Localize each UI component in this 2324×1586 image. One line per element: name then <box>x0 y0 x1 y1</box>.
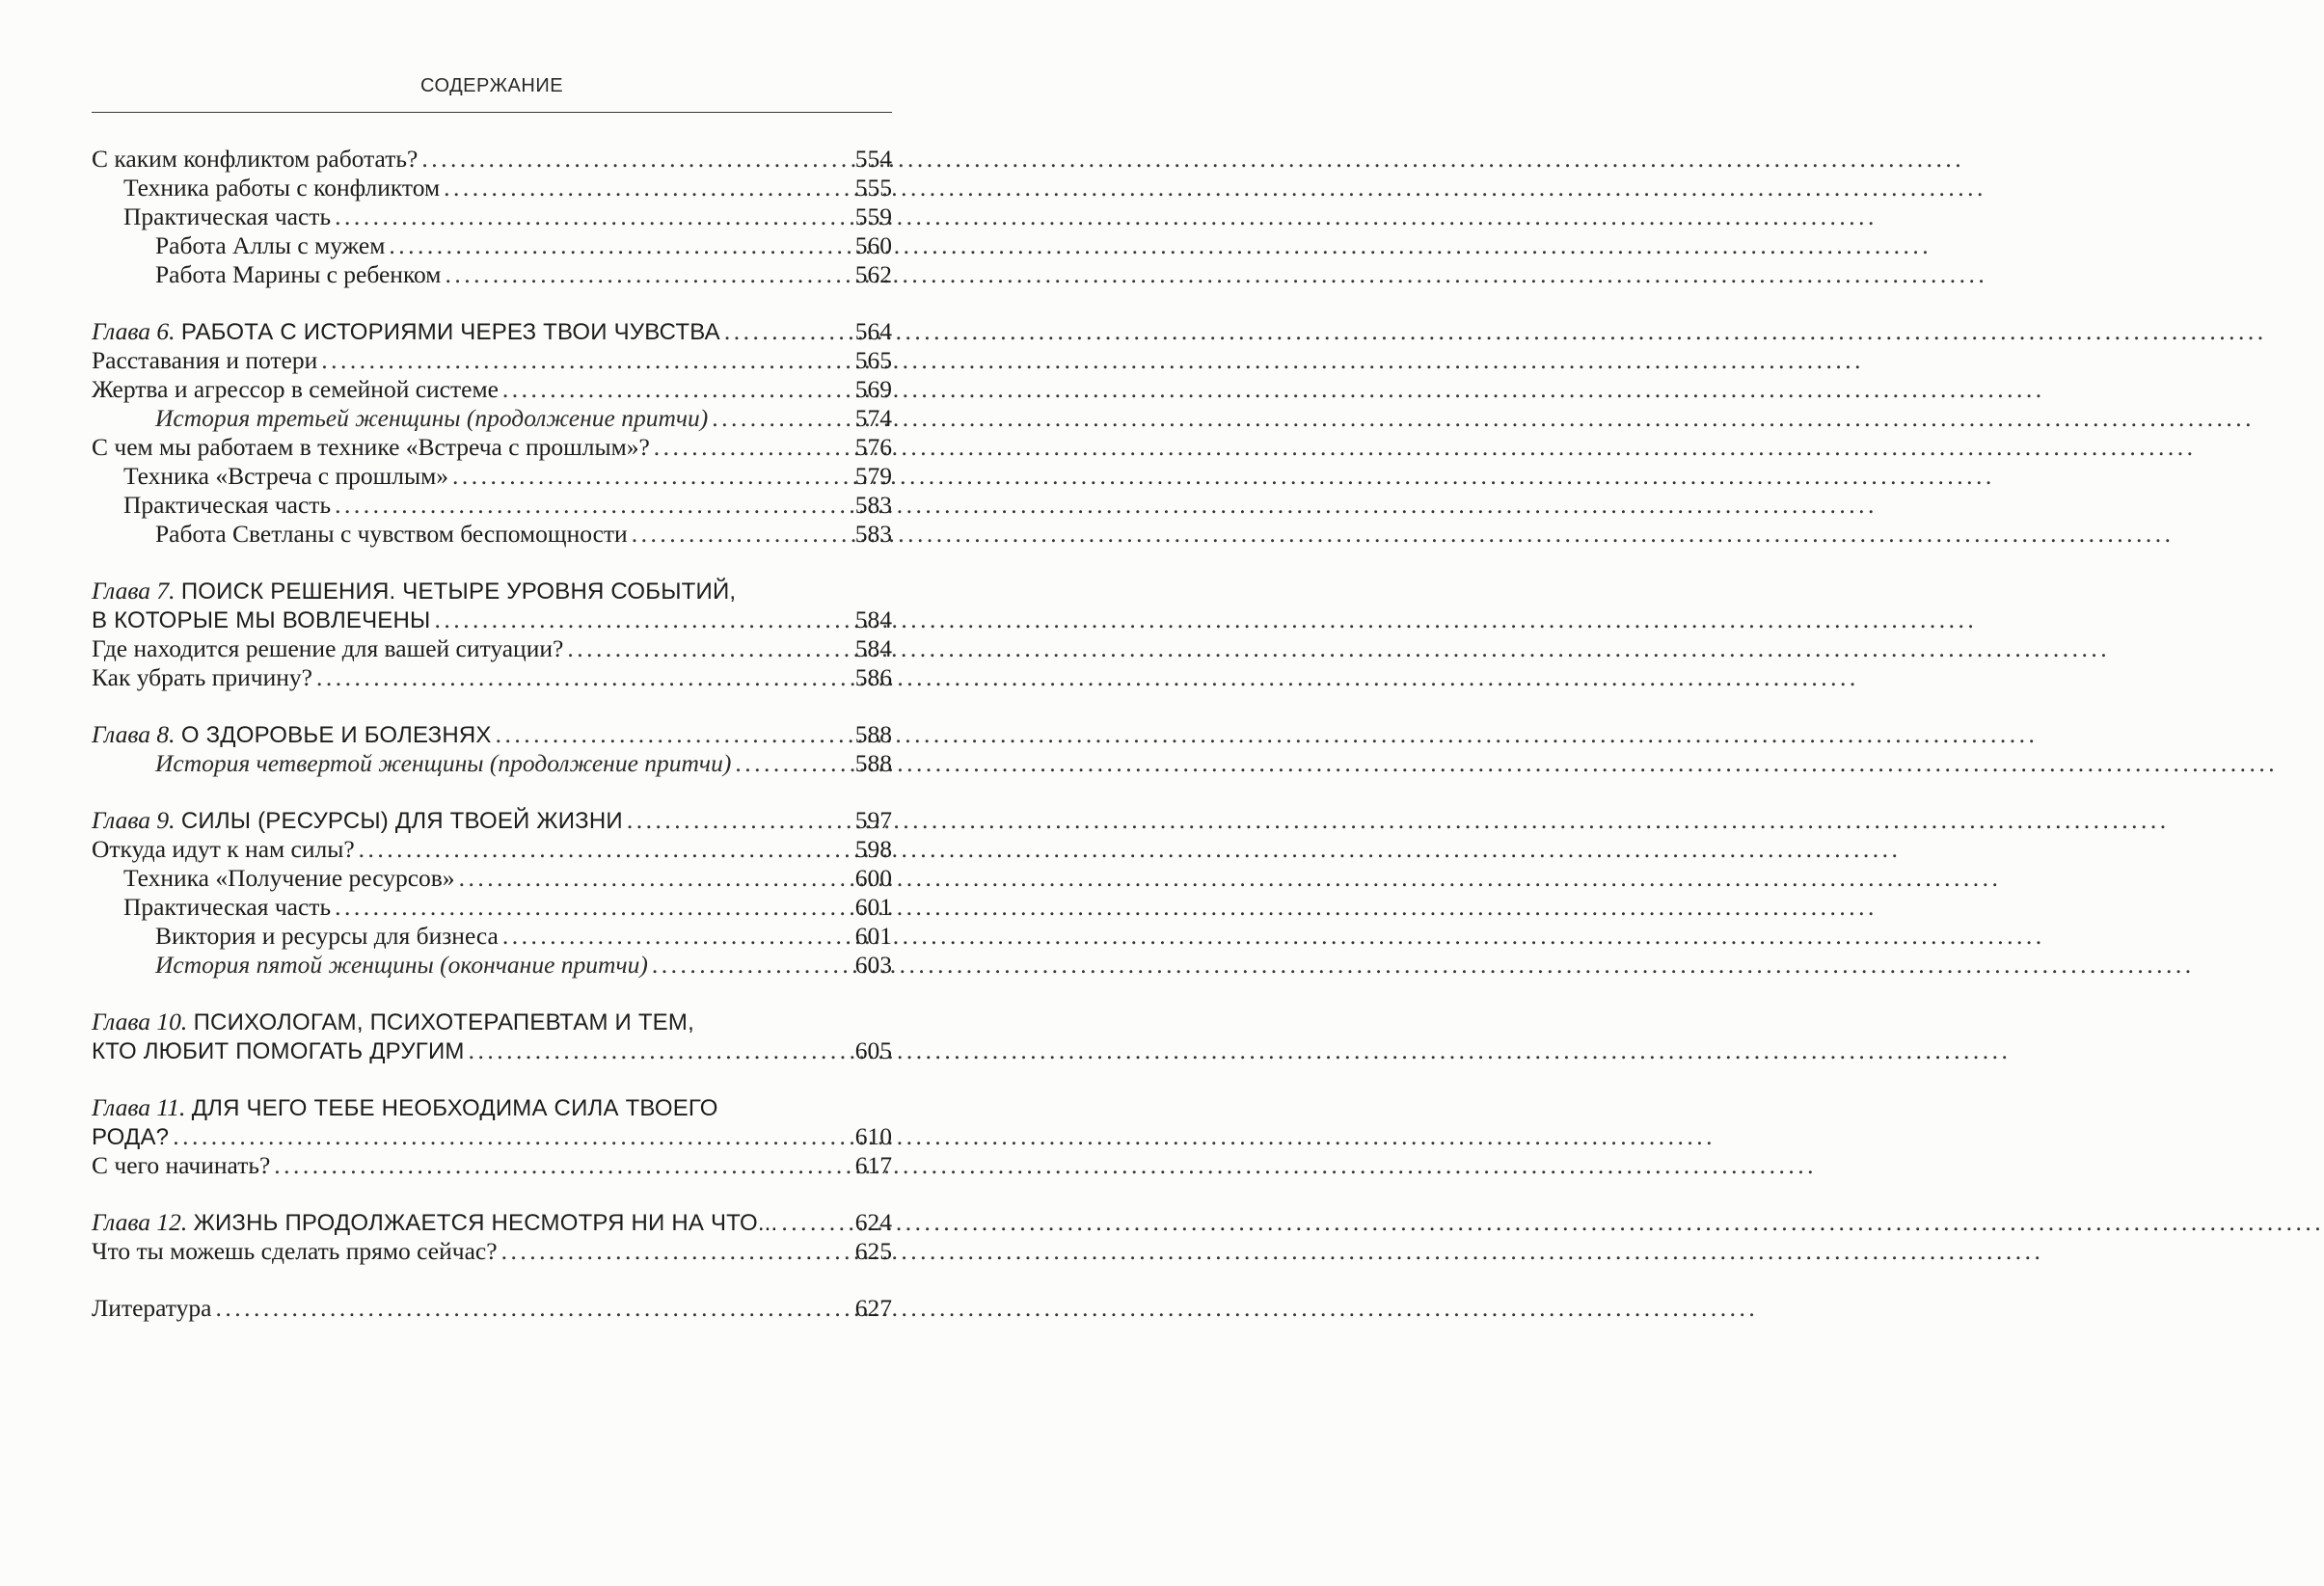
toc-entry[interactable] <box>92 260 892 289</box>
toc-entry-page: 574 <box>854 404 892 432</box>
dot-leader <box>502 922 848 951</box>
toc-entry-title: Литература <box>92 1294 212 1322</box>
toc-entry[interactable] <box>92 520 892 549</box>
toc-entry[interactable] <box>92 145 892 174</box>
toc-entry[interactable] <box>92 462 892 491</box>
toc-entry-title: История четвертой женщины (продолжение притчи) <box>155 749 732 777</box>
dot-leader <box>335 893 848 922</box>
toc-entry[interactable] <box>92 491 892 520</box>
toc-entry-page: 555 <box>854 174 892 202</box>
toc-entry[interactable] <box>92 922 892 951</box>
toc-chapter-heading-line-1[interactable] <box>92 577 892 605</box>
chapter-label: Глава 10. <box>92 1008 188 1035</box>
toc-entry-page: 576 <box>854 433 892 461</box>
toc-entry-title: Виктория и ресурсы для бизнеса <box>155 922 499 950</box>
toc-chapter-heading[interactable] <box>92 720 892 749</box>
toc-entry[interactable] <box>92 231 892 260</box>
toc-entry-page: 584 <box>854 605 892 633</box>
toc-chapter-7 <box>92 577 892 692</box>
toc-entry-title: История третьей женщины (продолжение притчи) <box>155 404 709 432</box>
toc-entry-title: С чем мы работаем в технике «Встреча с прошлым»? <box>92 433 650 461</box>
toc-entry-page: 560 <box>854 231 892 259</box>
dot-leader <box>627 806 848 835</box>
dot-leader <box>724 317 848 346</box>
running-head-title: СОДЕРЖАНИЕ <box>419 75 564 96</box>
toc-entry-page: 559 <box>854 202 892 230</box>
toc-entry-title: Техника «Встреча с прошлым» <box>123 462 449 490</box>
dot-leader <box>781 1208 848 1237</box>
toc-chapter-heading[interactable] <box>92 806 892 835</box>
dot-leader <box>459 864 848 893</box>
dot-leader <box>359 835 848 864</box>
toc-entry-title: Практическая часть <box>123 491 332 519</box>
dot-leader <box>452 462 848 491</box>
toc-entry-page: 588 <box>854 749 892 777</box>
toc-entry-title: Как убрать причину? <box>92 663 312 691</box>
toc-chapter-9 <box>92 806 892 980</box>
toc-entry-page: 600 <box>854 864 892 892</box>
toc-chapter-heading-line-2[interactable] <box>92 1036 892 1065</box>
toc-entry-page: 564 <box>854 317 892 345</box>
chapter-title: СИЛЫ (РЕСУРСЫ) ДЛЯ ТВОЕЙ ЖИЗНИ <box>180 808 623 834</box>
toc-entry-page: 601 <box>854 893 892 921</box>
toc-entry-page: 601 <box>854 922 892 950</box>
chapter-title-line-2: В КОТОРЫЕ МЫ ВОВЛЕЧЕНЫ <box>92 607 431 633</box>
toc-entry[interactable] <box>92 375 892 404</box>
toc-entry-title: Работа Светланы с чувством беспомощности <box>155 520 628 548</box>
toc-entry-page: 565 <box>854 346 892 374</box>
toc-chapter-heading-line-2[interactable] <box>92 1122 892 1151</box>
toc-entry-page: 605 <box>854 1036 892 1064</box>
toc-chapter-11 <box>92 1093 892 1180</box>
chapter-label: Глава 12. <box>92 1208 188 1236</box>
dot-leader <box>435 605 849 634</box>
chapter-title-line-2: РОДА? <box>92 1124 170 1150</box>
dot-leader <box>335 491 848 520</box>
dot-leader <box>274 1151 848 1180</box>
toc-entry-page: 617 <box>854 1151 892 1179</box>
toc-entry-title: Работа Аллы с мужем <box>155 231 386 259</box>
dot-leader <box>652 951 848 980</box>
toc-chapter-10 <box>92 1008 892 1065</box>
dot-leader <box>469 1036 848 1065</box>
toc-entry-title: Что ты можешь сделать прямо сейчас? <box>92 1237 498 1265</box>
dot-leader <box>502 375 848 404</box>
toc-chapter-heading-line-1[interactable] <box>92 1008 892 1036</box>
toc-chapter-heading-line-1[interactable] <box>92 1093 892 1122</box>
toc-entry-page: 583 <box>854 491 892 519</box>
dot-leader <box>389 231 848 260</box>
table-of-contents <box>92 145 892 1351</box>
toc-entry-title: С чего начинать? <box>92 1151 271 1179</box>
toc-entry[interactable] <box>92 346 892 375</box>
toc-entry[interactable] <box>92 1237 892 1266</box>
toc-entry-page: 598 <box>854 835 892 863</box>
dot-leader <box>215 1294 848 1323</box>
toc-chapter-6 <box>92 317 892 549</box>
toc-chapter-8 <box>92 720 892 778</box>
chapter-title-line-1: ПСИХОЛОГАМ, ПСИХОТЕРАПЕВТАМ И ТЕМ, <box>193 1009 694 1035</box>
toc-entry-title: Где находится решение для вашей ситуации? <box>92 634 564 662</box>
dot-leader <box>735 749 848 778</box>
toc-entry[interactable] <box>92 864 892 893</box>
dot-leader <box>173 1122 848 1151</box>
toc-entry-page: 627 <box>854 1294 892 1322</box>
toc-entry-page: 554 <box>854 145 892 173</box>
toc-entry-page: 584 <box>854 634 892 662</box>
toc-entry[interactable] <box>92 433 892 462</box>
toc-bibliography <box>92 1294 892 1323</box>
chapter-label: Глава 7. <box>92 577 176 605</box>
chapter-label: Глава 6. <box>92 317 176 345</box>
chapter-title-line-1: ПОИСК РЕШЕНИЯ. ЧЕТЫРЕ УРОВНЯ СОБЫТИЙ, <box>180 578 737 605</box>
chapter-title: О ЗДОРОВЬЕ И БОЛЕЗНЯХ <box>180 722 492 748</box>
dot-leader <box>654 433 848 462</box>
chapter-title: ЖИЗНЬ ПРОДОЛЖАЕТСЯ НЕСМОТРЯ НИ НА ЧТО... <box>193 1210 778 1236</box>
toc-entry-title: История пятой женщины (окончание притчи) <box>155 951 648 979</box>
toc-entry-page: 562 <box>854 260 892 288</box>
dot-leader <box>712 404 848 433</box>
dot-leader <box>501 1237 848 1266</box>
toc-entry-title: Откуда идут к нам силы? <box>92 835 355 863</box>
toc-entry-title: Работа Марины с ребенком <box>155 260 442 288</box>
dot-leader <box>632 520 848 549</box>
toc-entry[interactable] <box>92 893 892 922</box>
toc-chapter-12 <box>92 1208 892 1266</box>
chapter-title-line-1: ДЛЯ ЧЕГО ТЕБЕ НЕОБХОДИМА СИЛА ТВОЕГО <box>191 1095 718 1121</box>
toc-chapter-heading[interactable] <box>92 317 892 346</box>
chapter-label: Глава 11. <box>92 1093 186 1121</box>
toc-entry[interactable] <box>92 951 892 980</box>
toc-entry-title: Жертва и агрессор в семейной системе <box>92 375 499 403</box>
toc-entry[interactable] <box>92 1294 892 1323</box>
toc-entry[interactable] <box>92 1151 892 1180</box>
toc-entry-title: Практическая часть <box>123 893 332 921</box>
chapter-label: Глава 8. <box>92 720 176 748</box>
toc-chapter-heading-line-2[interactable] <box>92 605 892 634</box>
chapter-title: РАБОТА С ИСТОРИЯМИ ЧЕРЕЗ ТВОИ ЧУВСТВА <box>180 319 720 345</box>
chapter-title-line-2: КТО ЛЮБИТ ПОМОГАТЬ ДРУГИМ <box>92 1038 465 1064</box>
toc-entry-title: Практическая часть <box>123 202 332 230</box>
toc-entry-page: 625 <box>854 1237 892 1265</box>
toc-entry-page: 610 <box>854 1122 892 1150</box>
dot-leader <box>444 174 848 202</box>
toc-entry[interactable] <box>92 174 892 202</box>
toc-entry-title: Техника работы с конфликтом <box>123 174 441 202</box>
toc-entry[interactable] <box>92 634 892 663</box>
dot-leader <box>335 202 848 231</box>
dot-leader <box>316 663 848 692</box>
chapter-label: Глава 9. <box>92 806 176 834</box>
toc-entry[interactable] <box>92 749 892 778</box>
toc-entry-page: 588 <box>854 720 892 748</box>
toc-entry[interactable] <box>92 202 892 231</box>
dot-leader <box>496 720 848 749</box>
toc-entry-page: 569 <box>854 375 892 403</box>
toc-entry[interactable] <box>92 404 892 433</box>
toc-entry-title: Расставания и потери <box>92 346 318 374</box>
toc-group <box>92 145 892 289</box>
toc-entry-page: 586 <box>854 663 892 691</box>
toc-entry-page: 624 <box>854 1208 892 1236</box>
header-rule <box>92 112 892 113</box>
toc-entry-page: 583 <box>854 520 892 548</box>
dot-leader <box>421 145 848 174</box>
toc-entry[interactable] <box>92 663 892 692</box>
toc-entry-page: 597 <box>854 806 892 834</box>
dot-leader <box>445 260 848 289</box>
dot-leader <box>321 346 848 375</box>
toc-entry-title: Техника «Получение ресурсов» <box>123 864 455 892</box>
toc-entry-page: 603 <box>854 951 892 979</box>
toc-entry-page: 579 <box>854 462 892 490</box>
toc-entry[interactable] <box>92 835 892 864</box>
toc-entry-title: С каким конфликтом работать? <box>92 145 419 173</box>
dot-leader <box>567 634 848 663</box>
toc-chapter-heading[interactable] <box>92 1208 892 1237</box>
